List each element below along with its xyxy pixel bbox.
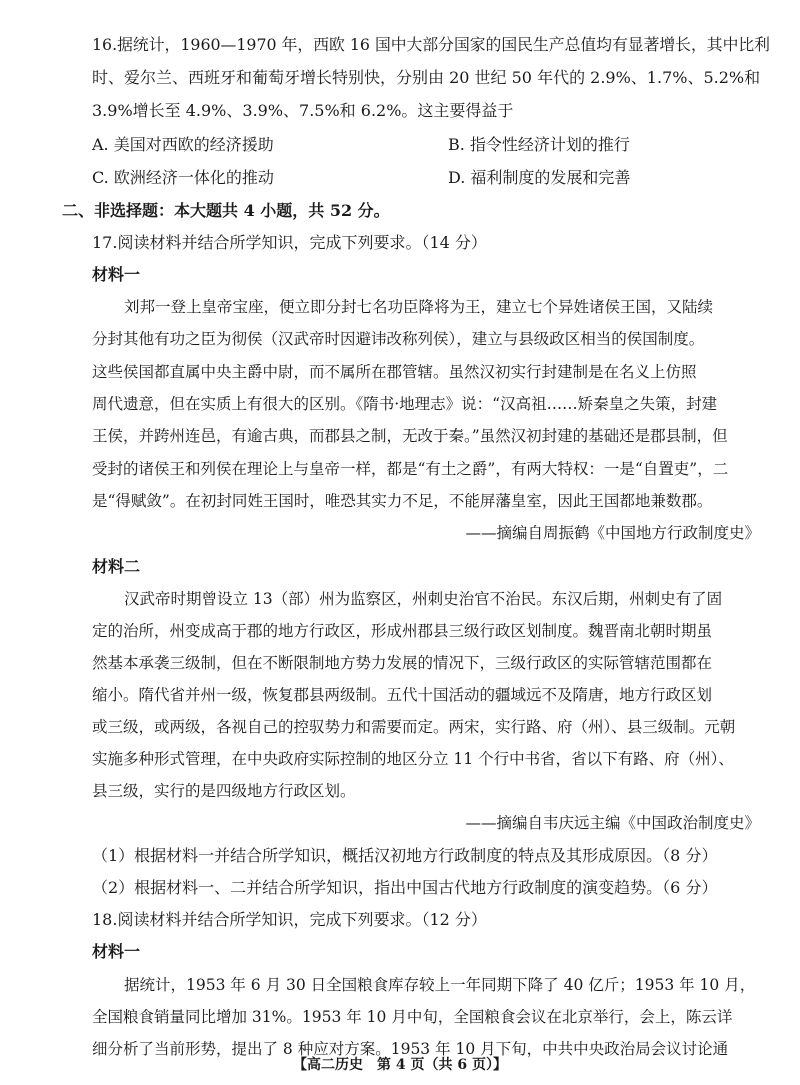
q17-stem: 17.阅读材料并结合所学知识，完成下列要求。（14 分） — [92, 233, 487, 252]
page-footer: 【高二历史 第 4 页（共 6 页）】 — [293, 1057, 507, 1073]
q17-m1-line: 王侯，并跨州连邑，有逾古典，而郡县之制，无改于秦。”虽然汉初封建的基础还是郡县制，但 — [92, 427, 728, 445]
q17-m1-source: ——摘编自周振鹤《中国地方行政制度史》 — [465, 524, 760, 542]
q16-option-d: D. 福利制度的发展和完善 — [448, 168, 631, 187]
q17-m2-source: ——摘编自韦庆远主编《中国政治制度史》 — [465, 814, 760, 832]
q18-material-1-label: 材料一 — [92, 942, 141, 961]
q16-option-c: C. 欧洲经济一体化的推动 — [92, 168, 274, 187]
q17-material-2-label: 材料二 — [92, 557, 141, 576]
q18-m1-line: 细分析了当前形势，提出了 8 种应对方案。1953 年 10 月下旬，中共中央政治局会议讨论通 — [92, 1040, 729, 1058]
q17-m2-line: 然基本承袭三级制，但在不断限制地方势力发展的情况下，三级行政区的实际管辖范围都在 — [92, 654, 713, 672]
q17-m1-line: 是“得赋敛”。在初封同姓王国时，唯恐其实力不足，不能屏藩皇室，因此王国都地兼数郡。 — [92, 492, 713, 510]
q18-stem: 18.阅读材料并结合所学知识，完成下列要求。（12 分） — [92, 910, 487, 929]
q17-m1-line: 周代遗意，但在实质上有很大的区别。《隋书·地理志》说：“汉高祖……矫秦皇之失策，封建 — [92, 395, 718, 413]
q17-material-1-label: 材料一 — [92, 265, 141, 284]
q17-m1-line: 分封其他有功之臣为彻侯（汉武帝时因避讳改称列侯），建立与县级政区相当的侯国制度。 — [92, 330, 705, 348]
q17-requirement-2: （2）根据材料一、二并结合所学知识，指出中国古代地方行政制度的演变趋势。（6 分） — [92, 878, 718, 897]
q17-m1-line: 刘邦一登上皇帝宝座，便立即分封七名功臣降将为王，建立七个异姓诸侯王国，又陆续 — [124, 298, 714, 316]
q18-m1-line: 据统计，1953 年 6 月 30 日全国粮食库存较上一年同期下降了 40 亿斤；1953 年 10 月， — [124, 976, 756, 994]
q16-option-a: A. 美国对西欧的经济援助 — [92, 135, 274, 154]
q17-m2-line: 定的治所，州变成高于郡的地方行政区，形成州郡县三级行政区划制度。魏晋南北朝时期虽 — [92, 622, 713, 640]
q16-line-1: 16.据统计，1960—1970 年，西欧 16 国中大部分国家的国民生产总值均有显著增长，其中比利 — [92, 35, 771, 54]
q16-option-b: B. 指令性经济计划的推行 — [448, 135, 630, 154]
q17-m2-line: 或三级，或两级，各视自己的控驭势力和需要而定。两宋，实行路、府（州）、县三级制。元朝 — [92, 718, 736, 736]
q17-m2-line: 实施多种形式管理，在中央政府实际控制的地区分立 11 个行中书省，省以下有路、府（州）、 — [92, 750, 734, 768]
q16-line-3: 3.9%增长至 4.9%、3.9%、7.5%和 6.2%。这主要得益于 — [92, 101, 514, 120]
q17-m2-line: 县三级，实行的是四级地方行政区划。 — [92, 782, 356, 800]
q17-requirement-1: （1）根据材料一并结合所学知识，概括汉初地方行政制度的特点及其形成原因。（8 分） — [92, 846, 718, 865]
q17-m1-line: 这些侯国都直属中央主爵中尉，而不属所在郡管辖。虽然汉初实行封建制是在名义上仿照 — [92, 363, 697, 381]
q17-m1-line: 受封的诸侯王和列侯在理论上与皇帝一样，都是“有土之爵”，有两大特权：一是“自置吏”，二 — [92, 460, 729, 478]
q17-m2-line: 缩小。隋代省并州一级，恢复郡县两级制。五代十国活动的疆域远不及隋唐，地方行政区划 — [92, 686, 713, 704]
q17-m2-line: 汉武帝时期曾设立 13（部）州为监察区，州刺史治官不治民。东汉后期，州刺史有了固 — [124, 590, 723, 608]
q18-m1-line: 全国粮食销量同比增加 31%。1953 年 10 月中旬，全国粮食会议在北京举行，会上，陈云详 — [92, 1008, 733, 1026]
q16-line-2: 时、爱尔兰、西班牙和葡萄牙增长特别快，分别由 20 世纪 50 年代的 2.9%、1.7%、5.2%和 — [92, 68, 761, 87]
section-heading: 二、非选择题：本大题共 4 小题，共 52 分。 — [62, 201, 390, 220]
